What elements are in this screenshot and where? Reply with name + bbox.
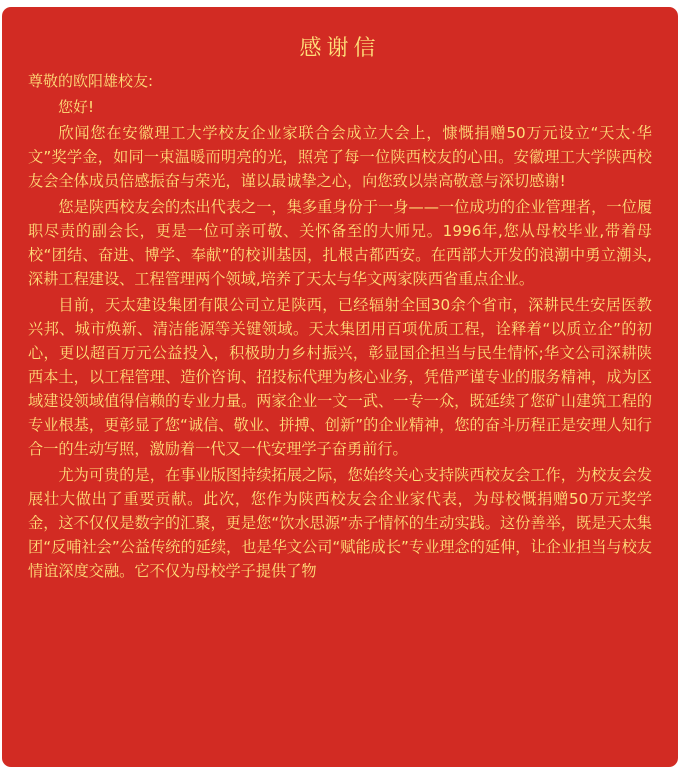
thank-you-letter [2,7,678,767]
letter-title: 感谢信 [299,36,381,61]
letter-paragraph-2: 您是陕西校友会的杰出代表之一，集多重身份于一身——一位成功的企业管理者，一位履职尽责的副会长，更是一位可亲可敬、关怀备至的大师兄。1996年,您从母校毕业,带着母校“团结、奋进、博学、奉献”的校训基因，扎根古都西安。在西部大开发的浪潮中勇立潮头,深耕工程建设、工程管理两个领域,培养了天太与华文两家陕西省重点企业。 [28,198,652,288]
letter-paragraph-4: 尤为可贵的是，在事业版图持续拓展之际，您始终关心支持陕西校友会工作，为校友会发展壮大做出了重要贡献。此次，您作为陕西校友会企业家代表，为母校慨捐赠50万元奖学金，这不仅仅是数字的汇聚，更是您“饮水思源”赤子情怀的生动实践。这份善举，既是天太集团“反哺社会”公益传统的延续，也是华文公司“赋能成长”专业理念的延伸，让企业担当与校友情谊深度交融。它不仅为母校学子提供了物 [28,466,652,580]
letter-greeting: 您好! [58,98,95,116]
letter-salutation: 尊敬的欧阳雄校友: [28,72,154,90]
letter-paragraph-3: 目前，天太建设集团有限公司立足陕西，已经辐射全国30余个省市，深耕民生安居医教兴邦、城市焕新、清洁能源等关键领域。天太集团用百项优质工程，诠释着“以质立企”的初心，更以超百万元公益投入，积极助力乡村振兴，彰显国企担当与民生情怀;华文公司深耕陕西本土，以工程管理、造价咨询、招投标代理为核心业务，凭借严谨专业的服务精神，成为区域建设领域值得信赖的专业力量。两家企业一文一武、一专一众，既延续了您矿山建筑工程的专业根基，更彰显了您“诚信、敬业、拼搏、创新”的企业精神，您的奋斗历程正是安理人知行合一的生动写照，激励着一代又一代安理学子奋勇前行。 [28,296,652,458]
letter-paragraph-1: 欣闻您在安徽理工大学校友企业家联合会成立大会上，慷慨捐赠50万元设立“天太·华文”奖学金，如同一束温暖而明亮的光，照亮了每一位陕西校友的心田。安徽理工大学陕西校友会全体成员倍感振奋与荣光，谨以最诚挚之心，向您致以崇高敬意与深切感谢! [28,124,652,190]
